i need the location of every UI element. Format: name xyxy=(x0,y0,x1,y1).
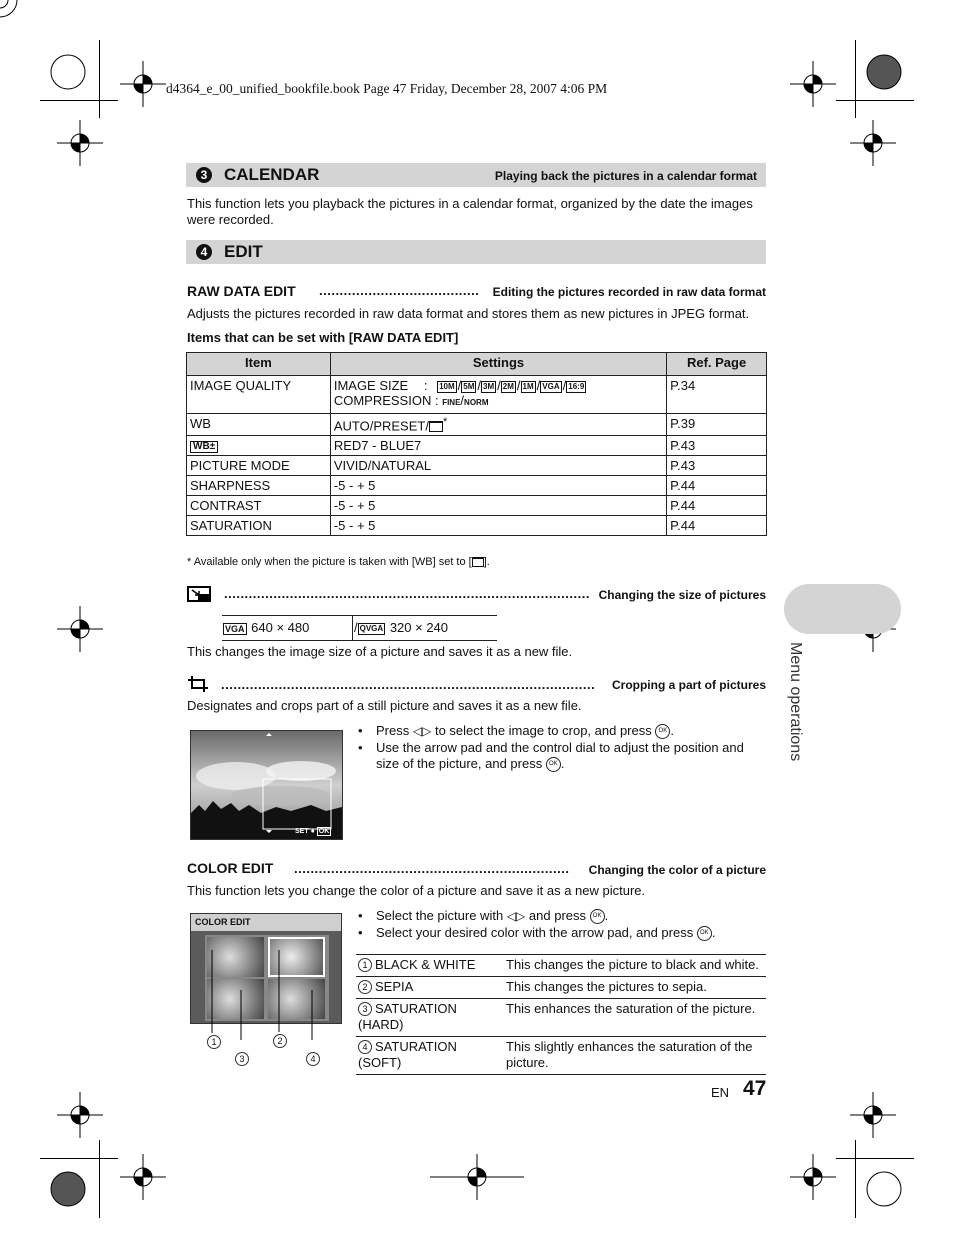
table-cell xyxy=(356,1037,504,1075)
leader-dots: ......................................................................................... xyxy=(224,586,590,601)
column-header: Item xyxy=(187,353,331,376)
resize-icon xyxy=(187,586,211,602)
table-row xyxy=(356,955,766,977)
column-header: Settings xyxy=(330,353,666,376)
color-edit-instructions xyxy=(358,908,768,942)
size-2m-icon: 2M xyxy=(502,381,514,391)
footnote-end: ]. xyxy=(483,556,490,568)
option-number: 4 xyxy=(358,1040,372,1054)
crop-icon xyxy=(187,675,209,693)
callout-4: 4 xyxy=(306,1052,320,1066)
size-5m-icon: 5M xyxy=(463,381,475,391)
size-3m-icon: 3M xyxy=(483,381,495,391)
raw-data-edit-subtitle: Editing the pictures recorded in raw data format xyxy=(492,285,766,299)
table-cell: P.34 xyxy=(667,376,767,414)
option-number: 2 xyxy=(358,980,372,994)
one-touch-wb-icon xyxy=(472,557,484,567)
option-name: SATURATION (SOFT) xyxy=(358,1039,457,1070)
table-cell: AUTO/PRESET/ * xyxy=(330,414,666,436)
ok-button-icon: OK xyxy=(590,909,605,924)
instruction-text: and press xyxy=(528,908,586,923)
column-header: Ref. Page xyxy=(667,353,767,376)
side-tab-label: Menu operations xyxy=(787,642,804,762)
table-cell: -5 - + 5 xyxy=(330,516,666,536)
table-row xyxy=(356,999,766,1037)
color-options-table xyxy=(356,954,766,1075)
qvga-icon: QVGA xyxy=(359,623,384,633)
screen-title: COLOR EDIT xyxy=(191,914,341,931)
section-subtitle: Playing back the pictures in a calendar format xyxy=(494,169,757,183)
ok-label: OK xyxy=(318,828,330,835)
resize-option-qvga: / QVGA 320 × 240 xyxy=(354,620,449,635)
table-cell: PICTURE MODE xyxy=(187,456,331,476)
crop-description: Designates and crops part of a still picture and saves it as a new file. xyxy=(187,698,582,713)
section-title: CALENDAR xyxy=(224,165,320,184)
table-cell: -5 - + 5 xyxy=(330,476,666,496)
leader-dots: ....................................... xyxy=(319,283,480,298)
table-row xyxy=(187,476,767,496)
setting-value: AUTO/PRESET/ xyxy=(333,418,429,434)
footnote-text: * Available only when the picture is taken with [WB] set to [ xyxy=(187,556,472,568)
table-cell: IMAGE SIZE : 10M / 5M / 3M / 2M / 1M / VGA / 16:9 COMPRESSION : FINE/NORM xyxy=(330,376,666,414)
size-16-9-icon: 16:9 xyxy=(568,381,585,391)
section-number: 3 xyxy=(196,167,212,183)
left-right-arrow-icon: ◁▷ xyxy=(506,908,526,923)
leader-dots: ........................................................................................... xyxy=(221,677,596,692)
instruction-text: to select the image to crop, and press xyxy=(434,723,652,738)
table-cell: SHARPNESS xyxy=(187,476,331,496)
table-row xyxy=(187,436,767,456)
resize-option-value: 640 × 480 xyxy=(251,620,310,635)
wb-compensation-icon: WB± xyxy=(190,441,218,453)
size-1m-icon: 1M xyxy=(522,381,534,391)
setting-label: COMPRESSION xyxy=(333,393,432,408)
table-row xyxy=(187,516,767,536)
raw-data-edit-table xyxy=(186,352,767,536)
option-number: 3 xyxy=(358,1002,372,1016)
table-cell xyxy=(187,436,331,456)
table-cell: P.43 xyxy=(667,456,767,476)
footnote xyxy=(187,556,490,568)
section-number: 4 xyxy=(196,244,212,260)
table-cell: P.43 xyxy=(667,436,767,456)
side-tab xyxy=(784,584,901,634)
table-cell: WB xyxy=(187,414,331,436)
instruction-text: Select your desired color with the arrow pad, and press xyxy=(376,925,694,941)
option-number: 1 xyxy=(358,958,372,972)
crop-instructions xyxy=(358,723,768,773)
color-edit-subtitle: Changing the color of a picture xyxy=(588,863,766,877)
size-icons: 10M / 5M / 3M / 2M / 1M / VGA / 16:9 xyxy=(439,378,585,393)
leader-dots: ................................................................... xyxy=(294,861,570,876)
table-header-row xyxy=(187,353,767,376)
table-cell xyxy=(356,999,504,1037)
table-cell: P.44 xyxy=(667,496,767,516)
table-row xyxy=(187,496,767,516)
callout-2: 2 xyxy=(273,1034,287,1048)
table-cell: This changes the picture to black and white. xyxy=(504,955,766,977)
list-item: • Use the arrow pad and the control dial to adjust the position and size of the picture, and press OK . xyxy=(358,740,768,772)
table-cell: This changes the pictures to sepia. xyxy=(504,977,766,999)
instruction-text: Use the arrow pad and the control dial to adjust the position and size of the picture, and press xyxy=(376,740,744,771)
table-cell: CONTRAST xyxy=(187,496,331,516)
one-touch-wb-icon xyxy=(429,421,443,432)
table-cell: P.44 xyxy=(667,476,767,496)
list-item: • Press ◁▷ to select the image to crop, and press OK . xyxy=(358,723,768,739)
table-cell xyxy=(356,977,504,999)
left-right-arrow-icon: ◁▷ xyxy=(412,723,432,738)
color-edit-description: This function lets you change the color of a picture and save it as a new picture. xyxy=(187,883,646,898)
resize-options xyxy=(222,615,497,641)
table-cell: VIVID/NATURAL xyxy=(330,456,666,476)
table-cell: IMAGE QUALITY xyxy=(187,376,331,414)
ok-button-icon: OK xyxy=(655,724,670,739)
page-number: 47 xyxy=(743,1077,767,1100)
instruction-text: Select the picture with xyxy=(376,908,504,923)
fine-icon: FINE xyxy=(442,398,461,407)
callout-1: 1 xyxy=(207,1035,221,1049)
resize-subtitle: Changing the size of pictures xyxy=(598,588,766,602)
table-cell xyxy=(356,955,504,977)
resize-option-vga xyxy=(223,620,309,635)
section-title: EDIT xyxy=(224,242,263,261)
table-cell: -5 - + 5 xyxy=(330,496,666,516)
file-header: d4364_e_00_unified_bookfile.book Page 47 Friday, December 28, 2007 4:06 PM xyxy=(166,81,608,96)
table-cell: P.39 xyxy=(667,414,767,436)
instruction-text: Press xyxy=(376,723,410,738)
callout-lines xyxy=(200,940,330,1040)
items-heading: Items that can be set with [RAW DATA EDIT] xyxy=(187,330,459,345)
table-row xyxy=(356,977,766,999)
option-name: SEPIA xyxy=(375,979,414,994)
set-ok-label: SET ● OK xyxy=(295,828,330,835)
set-label: SET xyxy=(295,828,309,835)
crop-screen-image xyxy=(190,730,343,840)
table-row xyxy=(187,376,767,414)
size-vga-icon: VGA xyxy=(542,381,560,391)
resize-description: This changes the image size of a picture and saves it as a new file. xyxy=(187,644,573,659)
option-name: SATURATION (HARD) xyxy=(358,1001,457,1032)
language-label: EN xyxy=(711,1085,730,1100)
table-row xyxy=(356,1037,766,1075)
table-cell: RED7 - BLUE7 xyxy=(330,436,666,456)
option-name: BLACK & WHITE xyxy=(375,957,476,972)
calendar-heading-bar xyxy=(186,163,766,187)
setting-label: IMAGE SIZE xyxy=(333,378,409,393)
edit-heading-bar xyxy=(186,240,766,264)
vga-icon: VGA xyxy=(225,623,245,634)
size-10m-icon: 10M xyxy=(439,381,455,391)
ok-button-icon: OK xyxy=(697,926,712,941)
list-item: • Select the picture with ◁▷ and press OK . xyxy=(358,908,768,924)
table-row xyxy=(187,414,767,436)
table-row xyxy=(187,456,767,476)
table-cell: P.44 xyxy=(667,516,767,536)
color-edit-title: COLOR EDIT xyxy=(187,860,274,876)
crop-subtitle: Cropping a part of pictures xyxy=(611,678,766,692)
raw-data-edit-title: RAW DATA EDIT xyxy=(187,283,296,299)
ok-button-icon: OK xyxy=(546,757,561,772)
list-item: • Select your desired color with the arrow pad, and press OK . xyxy=(358,925,768,941)
raw-data-edit-description: Adjusts the pictures recorded in raw data format and stores them as new pictures in JPEG format. xyxy=(187,306,750,321)
norm-icon: NORM xyxy=(464,398,489,407)
resize-option-value: 320 × 240 xyxy=(389,620,449,635)
table-cell: This enhances the saturation of the picture. xyxy=(504,999,766,1037)
callout-3: 3 xyxy=(235,1052,249,1066)
table-cell: SATURATION xyxy=(187,516,331,536)
table-cell: This slightly enhances the saturation of the picture. xyxy=(504,1037,766,1075)
calendar-description: This function lets you playback the pictures in a calendar format, organized by the date the images were recorded. xyxy=(187,196,753,227)
